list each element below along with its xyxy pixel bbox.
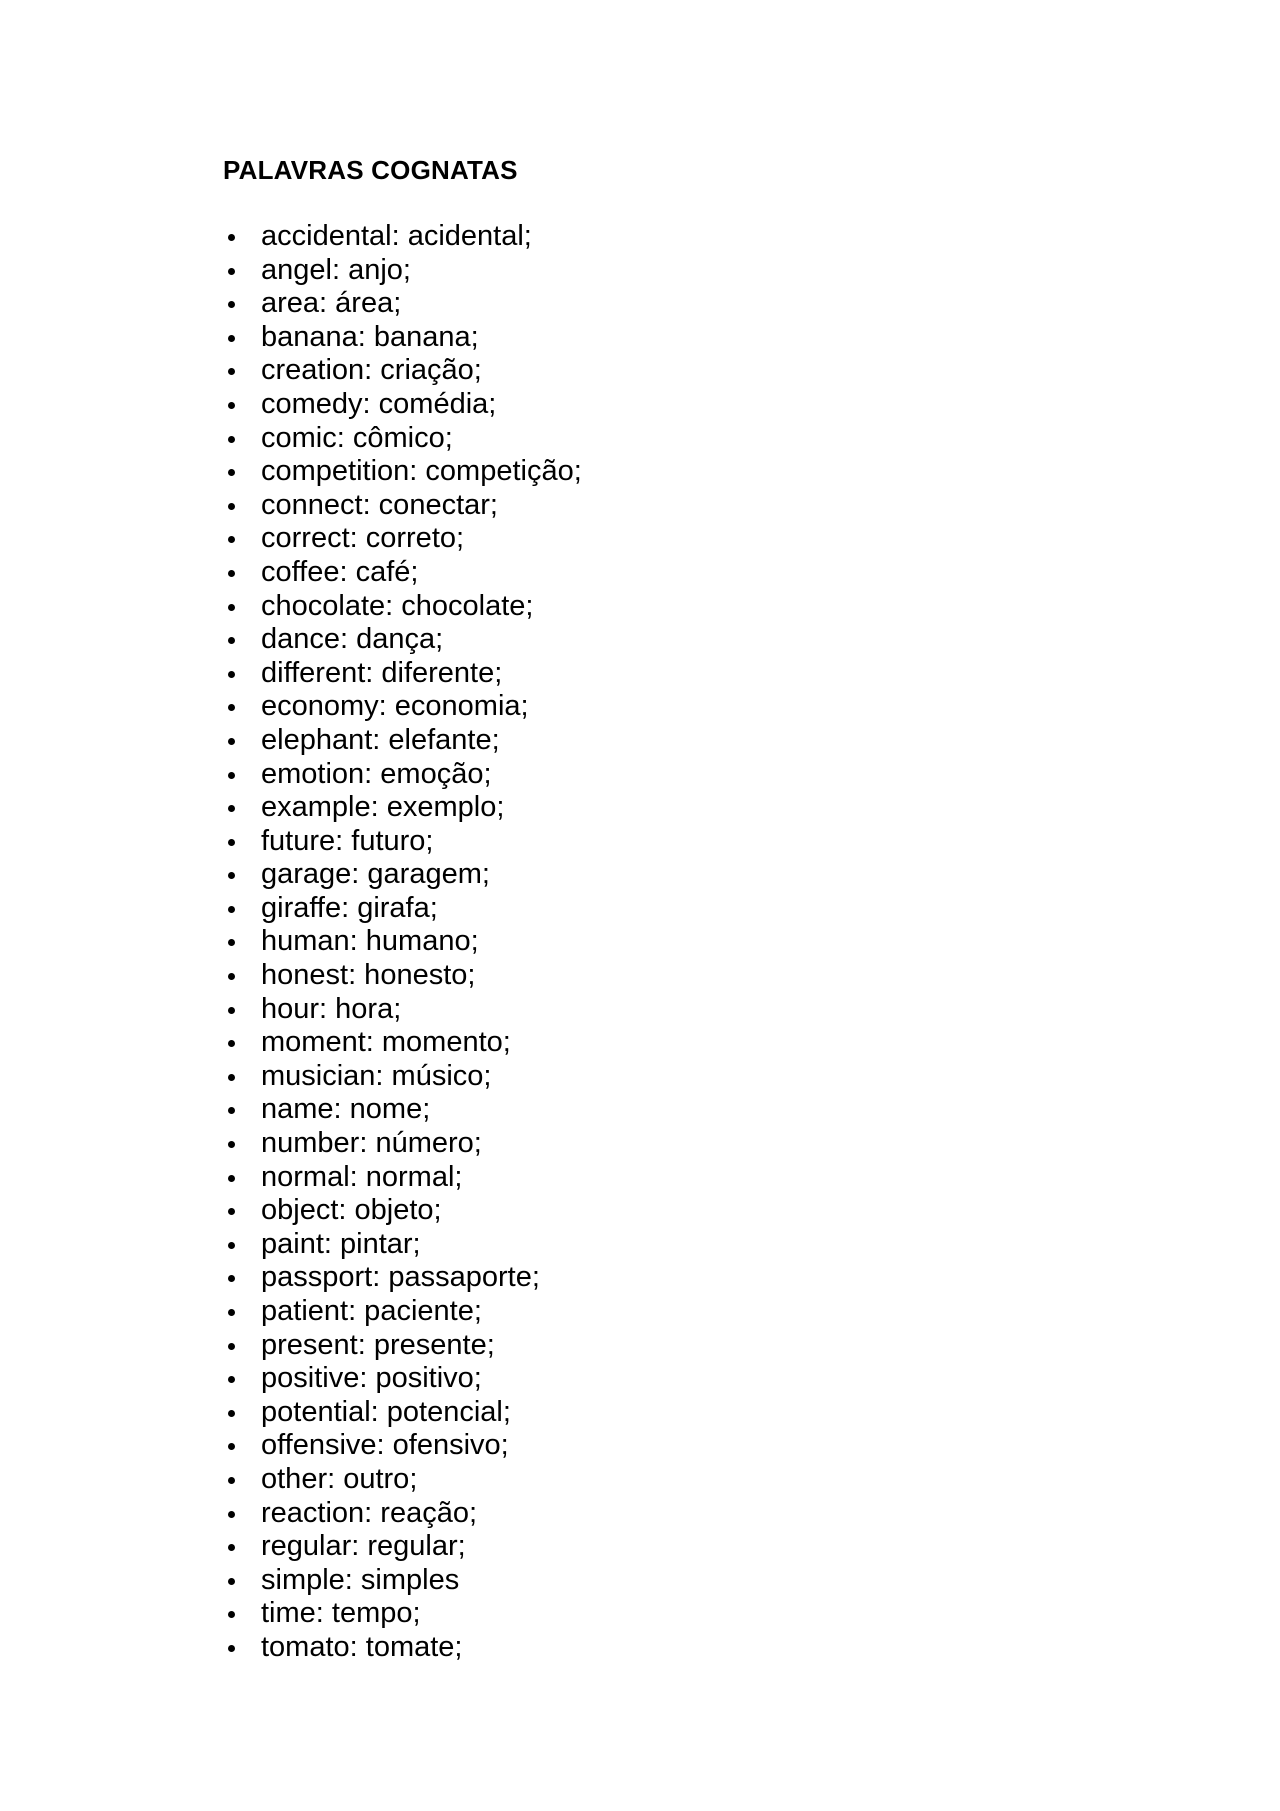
bullet-icon [228,335,235,342]
bullet-icon [228,536,235,543]
list-item [223,724,582,758]
list-item-text: musician: músico; [261,1059,492,1092]
list-item [223,1060,582,1094]
list-item-text: object: objeto; [261,1194,442,1227]
bullet-icon [228,1443,235,1450]
list-item [223,1597,582,1631]
list-item-text: honest: honesto; [261,959,476,992]
list-item [223,690,582,724]
bullet-icon [228,1376,235,1383]
list-item-text: competition: competição; [261,455,582,488]
bullet-icon [228,1275,235,1282]
list-item-text: coffee: café; [261,555,419,588]
bullet-icon [228,604,235,611]
list-item [223,287,582,321]
list-item-text: time: tempo; [261,1597,421,1630]
list-item-text: comic: cômico; [261,421,453,454]
bullet-icon [228,1309,235,1316]
list-item [223,993,582,1027]
bullet-icon [228,402,235,409]
list-item [223,254,582,288]
bullet-icon [228,268,235,275]
list-item-text: reaction: reação; [261,1496,478,1529]
bullet-icon [228,1074,235,1081]
list-item [223,1564,582,1598]
list-item [223,321,582,355]
list-item [223,1497,582,1531]
list-item [223,489,582,523]
list-item [223,925,582,959]
bullet-icon [228,1242,235,1249]
bullet-icon [228,872,235,879]
list-item-text: area: área; [261,287,402,320]
list-item [223,220,582,254]
list-item-text: future: futuro; [261,824,434,857]
bullet-icon [228,772,235,779]
bullet-icon [228,1141,235,1148]
bullet-icon [228,1645,235,1652]
list-item-text: other: outro; [261,1462,418,1495]
bullet-icon [228,234,235,241]
list-item [223,1631,582,1665]
list-item-text: creation: criação; [261,354,482,387]
list-item-text: example: exemplo; [261,791,505,824]
bullet-icon [228,805,235,812]
list-item [223,1396,582,1430]
list-item-text: tomato: tomate; [261,1630,463,1663]
bullet-icon [228,570,235,577]
list-item [223,1161,582,1195]
list-item [223,1194,582,1228]
list-item-text: moment: momento; [261,1026,511,1059]
bullet-icon [228,469,235,476]
bullet-icon [228,503,235,510]
list-item-text: present: presente; [261,1328,495,1361]
bullet-icon [228,1107,235,1114]
list-item-text: name: nome; [261,1093,431,1126]
list-item [223,892,582,926]
list-item [223,791,582,825]
bullet-icon [228,1410,235,1417]
list-item [223,1463,582,1497]
list-item [223,1329,582,1363]
list-item [223,354,582,388]
page-title: PALAVRAS COGNATAS [223,155,518,185]
list-item-text: positive: positivo; [261,1362,482,1395]
list-item [223,1295,582,1329]
list-item [223,623,582,657]
list-item [223,1026,582,1060]
list-item-text: potential: potencial; [261,1395,511,1428]
list-item [223,1261,582,1295]
list-item [223,1429,582,1463]
list-item [223,422,582,456]
list-item-text: hour: hora; [261,992,402,1025]
list-item-text: patient: paciente; [261,1295,482,1327]
bullet-icon [228,906,235,913]
list-item-text: accidental: acidental; [261,220,532,252]
list-item [223,959,582,993]
list-item-text: angel: anjo; [261,253,411,286]
bullet-icon [228,1611,235,1618]
list-item-text: different: diferente; [261,656,503,689]
bullet-icon [228,1578,235,1585]
list-item [223,556,582,590]
cognate-word-list [223,220,582,1665]
list-item-text: elephant: elefante; [261,723,500,756]
list-item-text: emotion: emoção; [261,757,492,790]
list-item [223,455,582,489]
list-item [223,825,582,859]
bullet-icon [228,1208,235,1215]
bullet-icon [228,1511,235,1518]
list-item-text: paint: pintar; [261,1227,421,1260]
list-item-text: economy: economia; [261,690,529,723]
list-item-text: number: número; [261,1127,482,1160]
bullet-icon [228,839,235,846]
list-item-text: giraffe: girafa; [261,891,438,924]
bullet-icon [228,1007,235,1014]
list-item-text: connect: conectar; [261,488,498,521]
list-item [223,858,582,892]
list-item-text: comedy: comédia; [261,387,497,420]
bullet-icon [228,973,235,980]
bullet-icon [228,738,235,745]
bullet-icon [228,1477,235,1484]
list-item [223,1228,582,1262]
list-item [223,657,582,691]
list-item [223,522,582,556]
list-item [223,1530,582,1564]
list-item-text: passport: passaporte; [261,1261,540,1294]
list-item-text: correct: correto; [261,522,465,555]
list-item [223,1362,582,1396]
list-item-text: banana: banana; [261,320,479,353]
list-item-text: garage: garagem; [261,858,490,891]
list-item [223,1093,582,1127]
list-item [223,388,582,422]
bullet-icon [228,1544,235,1551]
bullet-icon [228,301,235,308]
list-item-text: normal: normal; [261,1160,463,1193]
list-item-text: simple: simples [261,1563,460,1596]
bullet-icon [228,1343,235,1350]
bullet-icon [228,1040,235,1047]
list-item [223,590,582,624]
bullet-icon [228,671,235,678]
bullet-icon [228,637,235,644]
list-item-text: regular: regular; [261,1530,466,1563]
bullet-icon [228,939,235,946]
list-item-text: chocolate: chocolate; [261,589,534,622]
list-item-text: offensive: ofensivo; [261,1429,509,1462]
bullet-icon [228,368,235,375]
list-item [223,1127,582,1161]
bullet-icon [228,1175,235,1182]
list-item-text: dance: dança; [261,623,444,656]
list-item-text: human: humano; [261,925,479,958]
list-item [223,758,582,792]
bullet-icon [228,436,235,443]
bullet-icon [228,704,235,711]
